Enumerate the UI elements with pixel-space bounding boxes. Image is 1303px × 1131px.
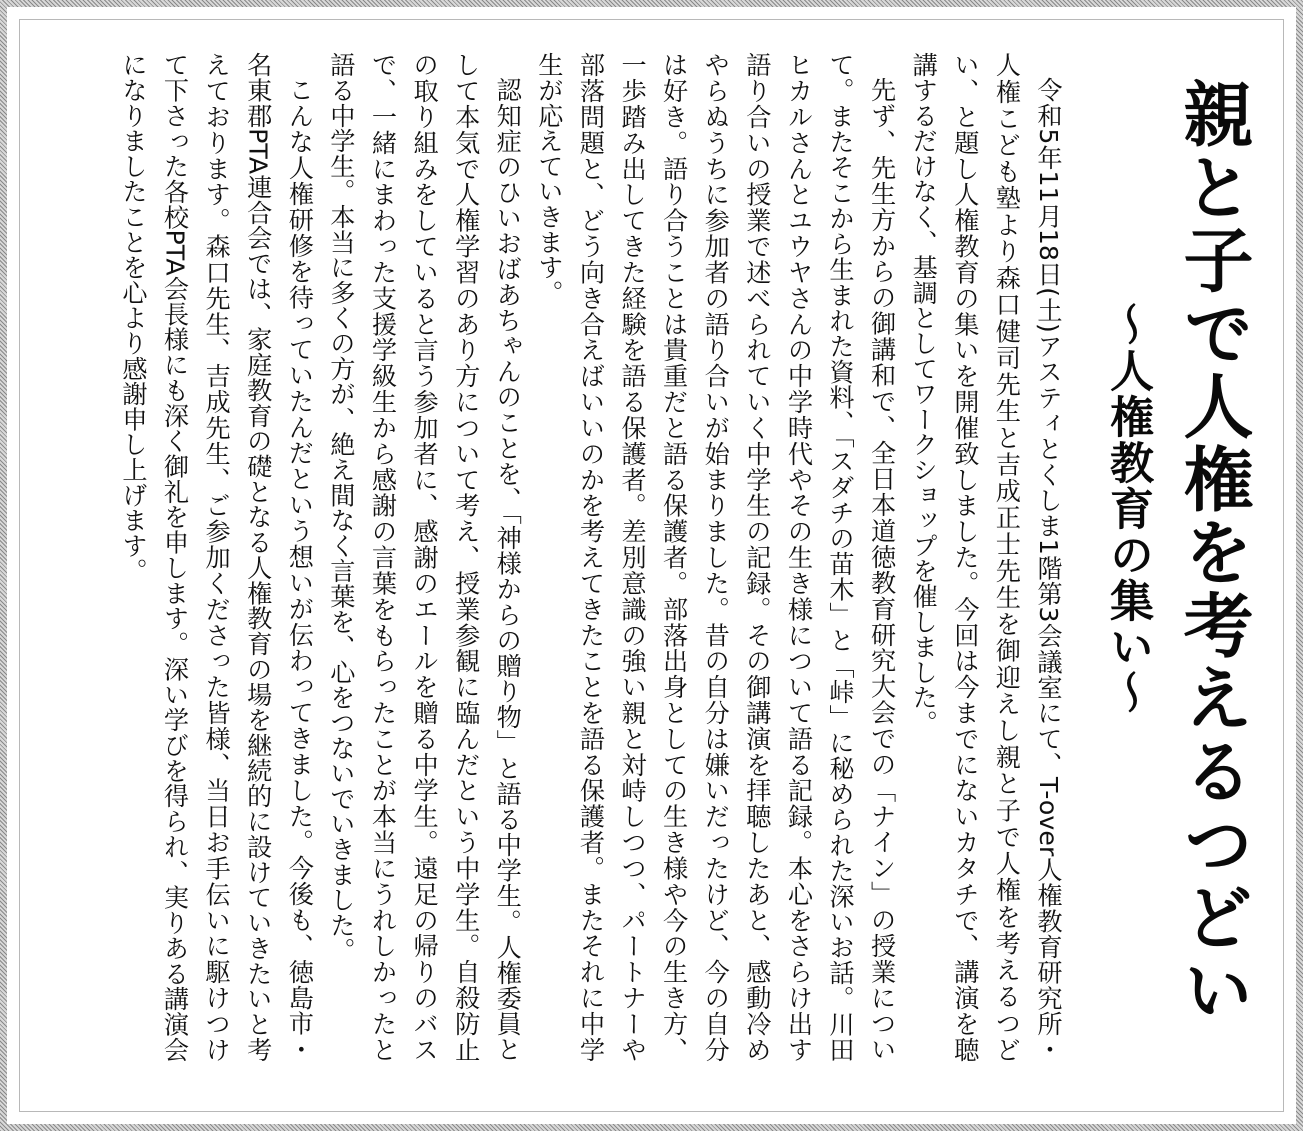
article bbox=[38, 52, 1263, 1102]
article-subtitle: ～人権教育の集い～ bbox=[1102, 302, 1153, 716]
paragraph-students: 認知症のひいおばあちゃんのことを、「神様からの贈り物」と語る中学生。人権委員として本気で人権学習のあり方について考え、授業参観に臨んだという中学生。自殺防止の取り組みをしていると言う参加者に、感謝のエールを贈る中学生。遠足の帰りのバスで、一緒にまわった支援学級生から感謝の言葉をもらったことが本当にうれしかったと語る中学生。本当に多くの方が、絶え間なく言葉を、心をつないでいきました。 bbox=[326, 52, 523, 1062]
article-title: 親と子で人権を考えるつどい bbox=[1172, 77, 1254, 1027]
paragraph-intro: 令和5年11月18日(土)アスティとくしま1階第3会議室にて、T-over人権教育研究所・人権こども塾より森口健司先生と吉成正士先生を御迎えし親と子で人権を考えるつどい、と題し人権教育の集いを開催致しました。今回は今までにないカタチで、講演を聴講するだけなく、基調としてワークショップを催しました。 bbox=[909, 52, 1063, 1062]
paragraph-closing: こんな人権研修を待っていたんだという想いが伝わってきました。今後も、徳島市・名東郡PTA連合会では、家庭教育の礎となる人権教育の場を継続的に設けていきたいと考えております。森口先生、吉成先生、ご参加くださった皆様、当日お手伝いに駆けつけて下さった各校PTA会長様にも深く御礼を申します。深い学びを得られ、実りある講演会になりましたことを心より感謝申し上げます。 bbox=[118, 52, 315, 1062]
paragraph-lecture: 先ず、先生方からの御講和で、全日本道徳教育研究大会での「ナイン」の授業について。またそこから生まれた資料、「スダチの苗木」と「峠」に秘められた深いお話。川田ヒカルさんとユウヤさんの中学時代やその生き様について語る記録。本心をさらけ出す語り合いの授業で述べられていく中学生の記録。その御講演を拝聴したあと、感動冷めやらぬうちに参加者の語り合いが始まりました。昔の自分は嫌いだったけど、今の自分は好き。語り合うことは貴重だと語る保護者。部落出身としての生き様や今の生き方、一歩踏み出してきた経験を語る保護者。差別意識の強い親と対峙しつつ、パートナーや部落問題と、どう向き合えばいいのかを考えてきたことを語る保護者。またそれに中学生が応えていきます。 bbox=[534, 52, 897, 1062]
